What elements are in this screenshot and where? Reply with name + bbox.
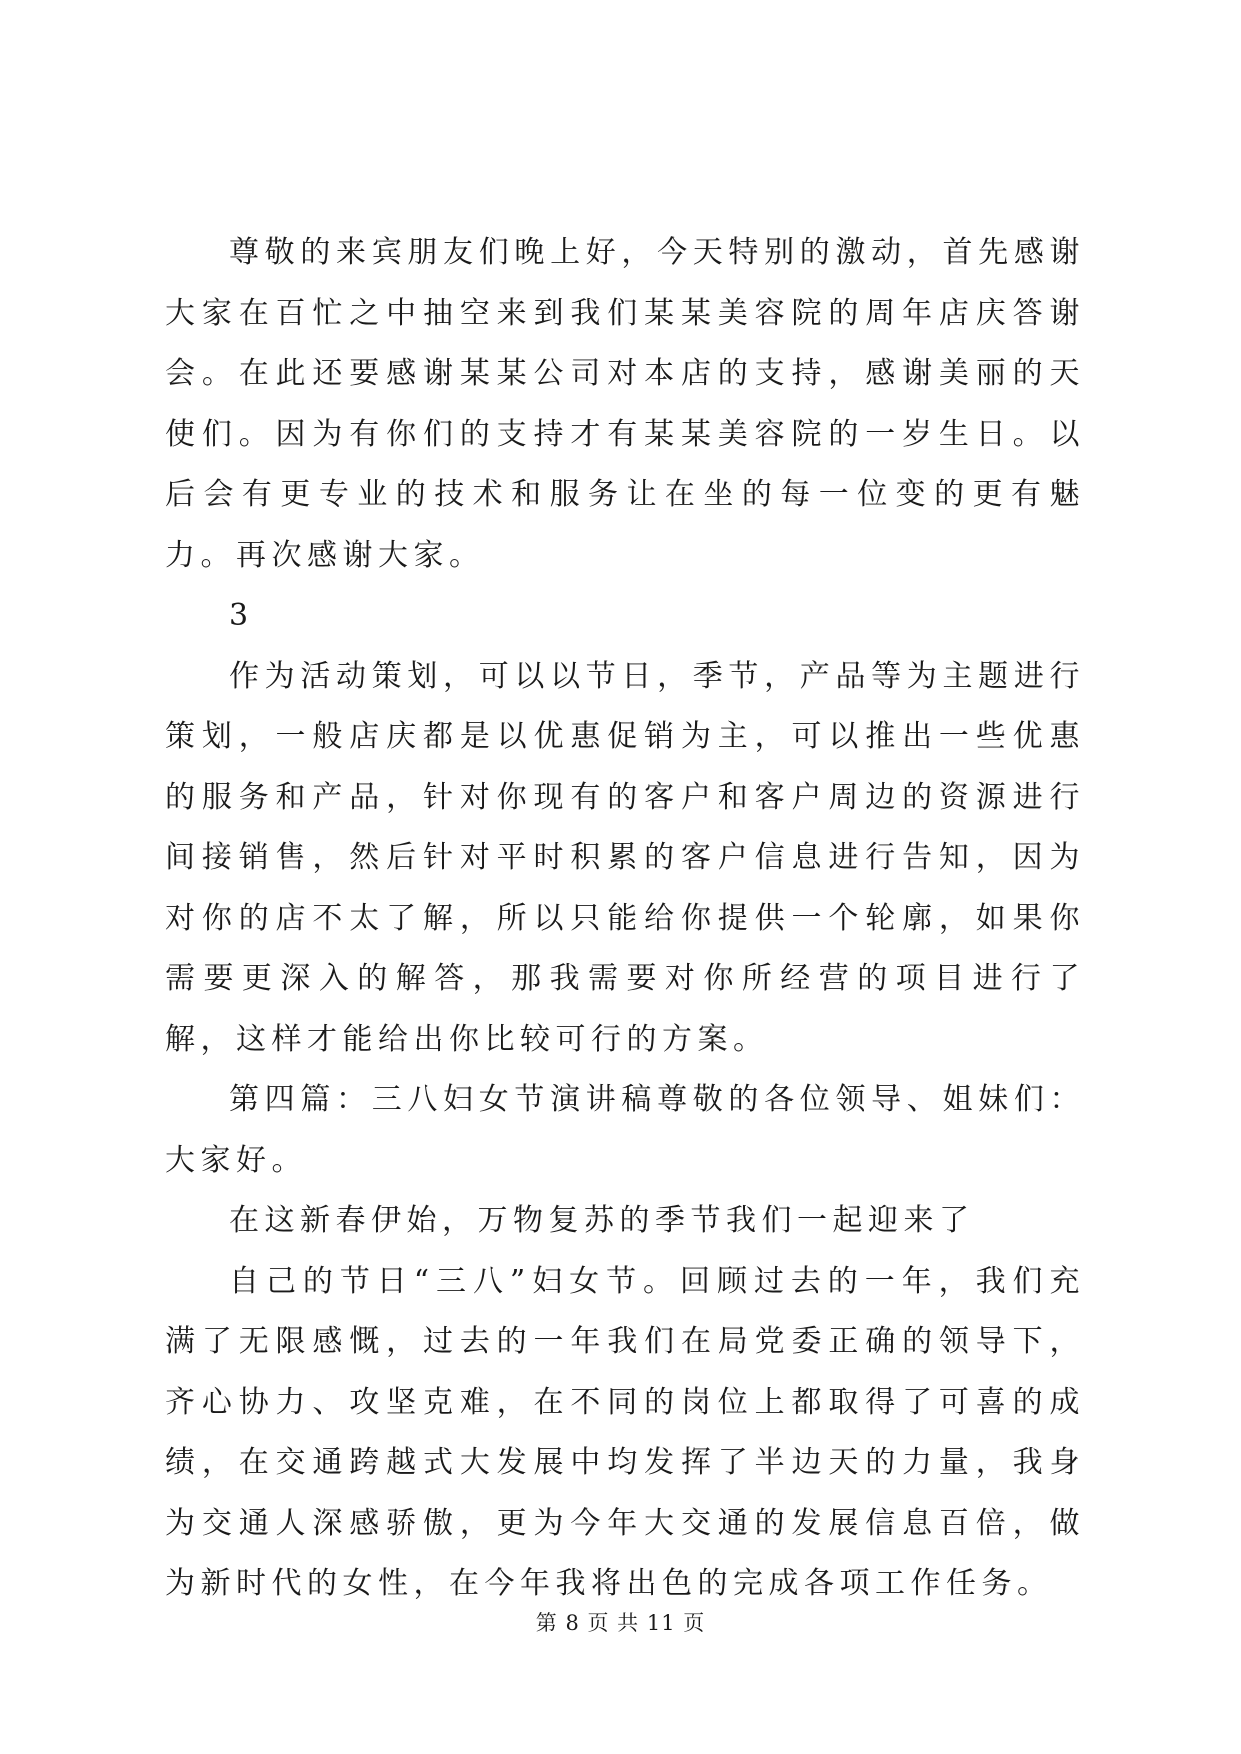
document-body (165, 223, 1085, 1615)
paragraph-anniversary-thanks: 尊敬的来宾朋友们晚上好，今天特别的激动，首先感谢大家在百忙之中抽空来到我们某某美容院的周年店庆答谢会。在此还要感谢某某公司对本店的支持，感谢美丽的天使们。因为有你们的支持才有某某美容院的一岁生日。以后会有更专业的技术和服务让在坐的每一位变的更有魅力。再次感谢大家。 (165, 235, 1085, 573)
paragraph-chapter-four-heading: 第四篇：三八妇女节演讲稿尊敬的各位领导、姐妹们：大家好。 (165, 1082, 1085, 1178)
page-number-footer: 第 8 页 共 11 页 (535, 1611, 706, 1635)
paragraph-event-planning: 作为活动策划，可以以节日，季节，产品等为主题进行策划，一般店庆都是以优惠促销为主，可以推出一些优惠的服务和产品，针对你现有的客户和客户周边的资源进行间接销售，然后针对平时积累的客户信息进行告知，因为对你的店不太了解，所以只能给你提供一个轮廓，如果你需要更深入的解答，那我需要对你所经营的项目进行了解，这样才能给出你比较可行的方案。 (165, 658, 1085, 1057)
paragraph-section-number: 3 (229, 598, 254, 633)
paragraph-womens-day-speech: 自己的节日“三八”妇女节。回顾过去的一年，我们充满了无限感慨，过去的一年我们在局党委正确的领导下，齐心协力、攻坚克难，在不同的岗位上都取得了可喜的成绩，在交通跨越式大发展中均发挥了半边天的力量，我身为交通人深感骄傲，更为今年大交通的发展信息百倍，做为新时代的女性，在今年我将出色的完成各项工作任务。 (165, 1263, 1085, 1601)
paragraph-spring-intro: 在这新春伊始，万物复苏的季节我们一起迎来了 (229, 1203, 975, 1238)
